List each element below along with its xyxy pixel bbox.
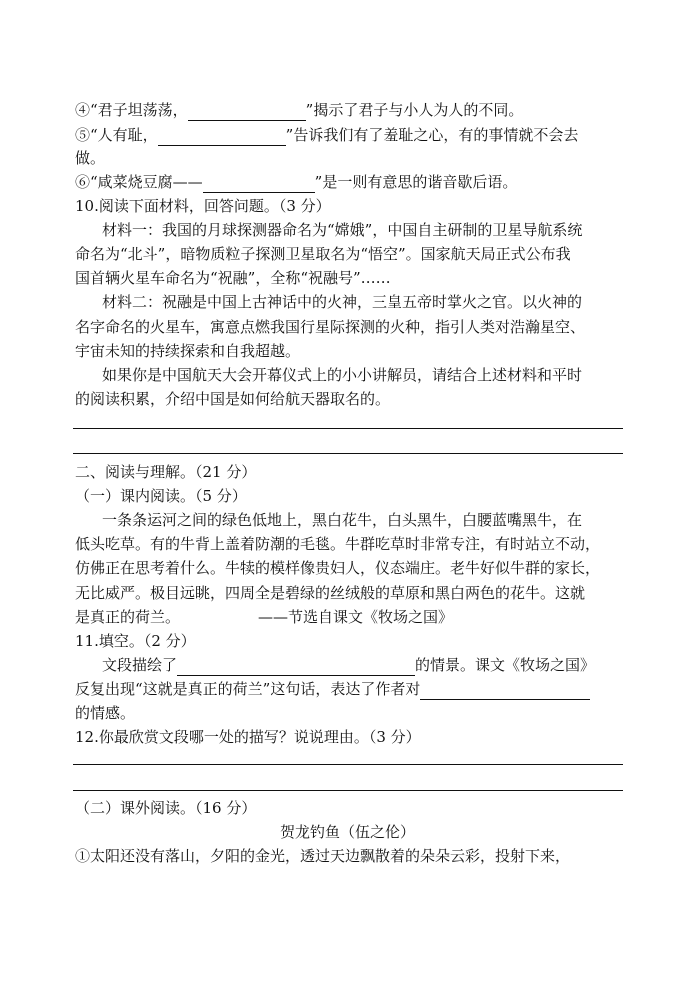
q9-item6: ⑥“咸菜烧豆腐—— ”是一则有意思的谐音歇后语。: [75, 173, 518, 191]
q9-item6-blank[interactable]: [203, 176, 315, 193]
passage-line5: 是真正的荷兰。 ——节选自课文《牧场之国》: [75, 608, 454, 626]
passage-line1: 一条条运河之间的绿色低地上，黑白花牛，白头黑牛，白腰蓝嘴黑牛，在: [102, 511, 583, 529]
q11-line1: 文段描绘了 的情景。课文《牧场之国》: [102, 656, 596, 674]
q10-material1-line2: 命名为“北斗”，暗物质粒子探测卫星取名为“悟空”。国家航天局正式公布我: [75, 245, 571, 263]
q9-item5-cont: 做。: [75, 149, 106, 167]
q12-title: 12.你最欣赏文段哪一处的描写？说说理由。（3 分）: [75, 728, 421, 746]
q11-blank-2[interactable]: [420, 683, 590, 700]
q10-material2-line3: 宇宙未知的持续探索和自我超越。: [75, 342, 301, 360]
q10-material2-line2: 名字命名的火星车，寓意点燃我国行星际探测的火种，指引人类对浩瀚星空、: [75, 318, 586, 336]
q10-material1-line1: 材料一：我国的月球探测器命名为“嫦娥”，中国自主研制的卫星导航系统: [102, 221, 583, 239]
section1-title: （一）课内阅读。（5 分）: [75, 487, 247, 505]
section2-title: （二）课外阅读。（16 分）: [75, 799, 257, 817]
q11-line2: 反复出现“这就是真正的荷兰”这句话，表达了作者对: [75, 678, 590, 700]
q12-answer-line-2[interactable]: [73, 790, 623, 791]
passage-line3: 仿佛正在思考着什么。牛犊的模样像贵妇人，仪态端庄。老牛好似牛群的家长，: [75, 559, 601, 577]
q10-title: 10.阅读下面材料，回答问题。（3 分）: [75, 197, 331, 215]
q12-answer-line-1[interactable]: [73, 764, 623, 765]
passage-line4: 无比威严。极目远眺，四周全是碧绿的丝绒般的草原和黑白两色的花牛。这就: [75, 584, 586, 602]
part2-title: 二、阅读与理解。（21 分）: [75, 463, 257, 481]
q9-item4-blank[interactable]: [188, 104, 306, 121]
q10-question-line1: 如果你是中国航天大会开幕仪式上的小小讲解员，请结合上述材料和平时: [102, 366, 583, 384]
q10-answer-line-1[interactable]: [73, 428, 623, 429]
q9-item4: ④“君子坦荡荡， ”揭示了君子与小人为人的不同。: [75, 101, 524, 119]
q11-line3: 的情感。: [75, 704, 136, 722]
q9-item5-blank[interactable]: [158, 129, 286, 146]
q11-title: 11.填空。（2 分）: [75, 632, 196, 650]
q11-blank-1[interactable]: [177, 659, 415, 676]
q9-item5: ⑤“人有耻， ”告诉我们有了羞耻之心，有的事情就不会去: [75, 126, 579, 144]
story-paragraph1-line1: ①太阳还没有落山，夕阳的金光，透过天边飘散着的朵朵云彩，投射下来，: [75, 847, 571, 865]
passage-source: ——节选自课文《牧场之国》: [258, 608, 454, 626]
q10-material2-line1: 材料二：祝融是中国上古神话中的火神，三皇五帝时掌火之官。以火神的: [102, 293, 583, 311]
story-title: 贺龙钓鱼（伍之伦）: [279, 823, 415, 841]
passage-line2: 低头吃草。有的牛背上盖着防潮的毛毯。牛群吃草时非常专注，有时站立不动，: [75, 535, 601, 553]
q10-material1-line3: 国首辆火星车命名为“祝融”，全称“祝融号”……: [75, 269, 391, 287]
q10-answer-line-2[interactable]: [73, 453, 623, 454]
q10-question-line2: 的阅读积累，介绍中国是如何给航天器取名的。: [75, 390, 391, 408]
